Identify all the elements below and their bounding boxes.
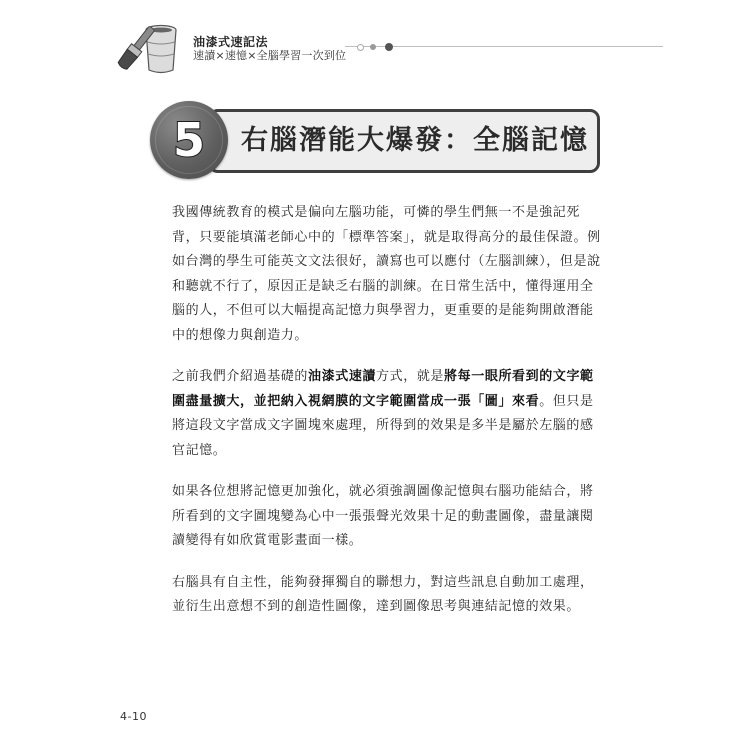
text-line [172, 201, 592, 226]
running-header [0, 0, 750, 90]
bold-text-run: 圍盡量擴大，並把納入視網膜的文字範圍當成一張「圖」來看 [172, 393, 540, 409]
text-line [172, 226, 601, 251]
body-text [172, 201, 601, 637]
paragraph [172, 571, 592, 620]
text-line [172, 414, 592, 439]
text-run: 將這段文字當成文字圖塊來處理，所得到的效果是多半是屬於左腦的感 [172, 418, 594, 433]
section-number-badge [150, 101, 228, 179]
text-line [172, 529, 592, 554]
section-number: 5 [172, 113, 205, 167]
text-line [172, 505, 592, 530]
text-line [172, 595, 592, 620]
text-run: 方式，就是 [376, 369, 445, 384]
text-line [172, 250, 601, 275]
section-title-box [208, 109, 600, 173]
section-heading [150, 95, 600, 185]
text-run: 和聽就不行了，原因正是缺乏右腦的訓練。在日常生活中，懂得運用全 [172, 278, 594, 294]
text-line [172, 390, 592, 415]
paragraph [172, 480, 592, 554]
paragraph [172, 201, 601, 348]
text-run: 所看到的文字圖塊變為心中一張張聲光效果十足的動畫圖像，盡量讓閱 [172, 508, 594, 524]
header-dot [385, 43, 393, 51]
text-line [172, 365, 592, 390]
text-run: 。但只是 [539, 393, 594, 409]
text-line [172, 299, 592, 324]
text-line [172, 480, 592, 505]
text-run: 右腦具有自主性，能夠發揮獨自的聯想力，對這些訊息自動加工處理， [172, 574, 594, 590]
text-line [172, 571, 592, 596]
text-run: 中的想像力與創造力。 [172, 327, 309, 343]
bold-text-run: 油漆式速讀 [308, 369, 377, 384]
page-number: 4-10 [120, 710, 147, 723]
text-run: 讀變得有如欣賞電影畫面一樣。 [172, 533, 363, 548]
text-run: 背，只要能填滿老師心中的「標準答案」，就是取得高分的最佳保證。例 [172, 229, 601, 245]
text-run: 並衍生出意想不到的創造性圖像，達到圖像思考與連結記憶的效果。 [172, 599, 581, 614]
paragraph [172, 365, 592, 463]
text-line [172, 439, 592, 464]
paint-bucket-brush-icon [112, 18, 192, 88]
header-dot [357, 44, 364, 51]
text-run: 腦的人，不但可以大幅提高記憶力與學習力，更重要的是能夠開啟潛能 [172, 303, 594, 318]
section-title: 右腦潛能大爆發：全腦記憶 [241, 125, 589, 156]
text-line [172, 275, 592, 300]
text-run: 如果各位想將記憶更加強化，就必須強調圖像記憶與右腦功能結合，將 [172, 484, 594, 499]
text-run: 官記憶。 [172, 442, 227, 458]
text-line [172, 324, 592, 349]
header-dot [370, 44, 376, 50]
header-subtitle: 速讀×速憶×全腦學習一次到位 [193, 49, 347, 62]
text-run: 如台灣的學生可能英文文法很好，讀寫也可以應付（左腦訓練），但是說 [172, 254, 601, 269]
text-run: 我國傳統教育的模式是偏向左腦功能，可憐的學生們無一不是強記死 [172, 205, 581, 220]
header-title: 油漆式速記法 [193, 35, 269, 49]
bold-text-run: 將每一眼所看到的文字範 [444, 369, 594, 384]
text-run: 之前我們介紹過基礎的 [172, 369, 309, 384]
